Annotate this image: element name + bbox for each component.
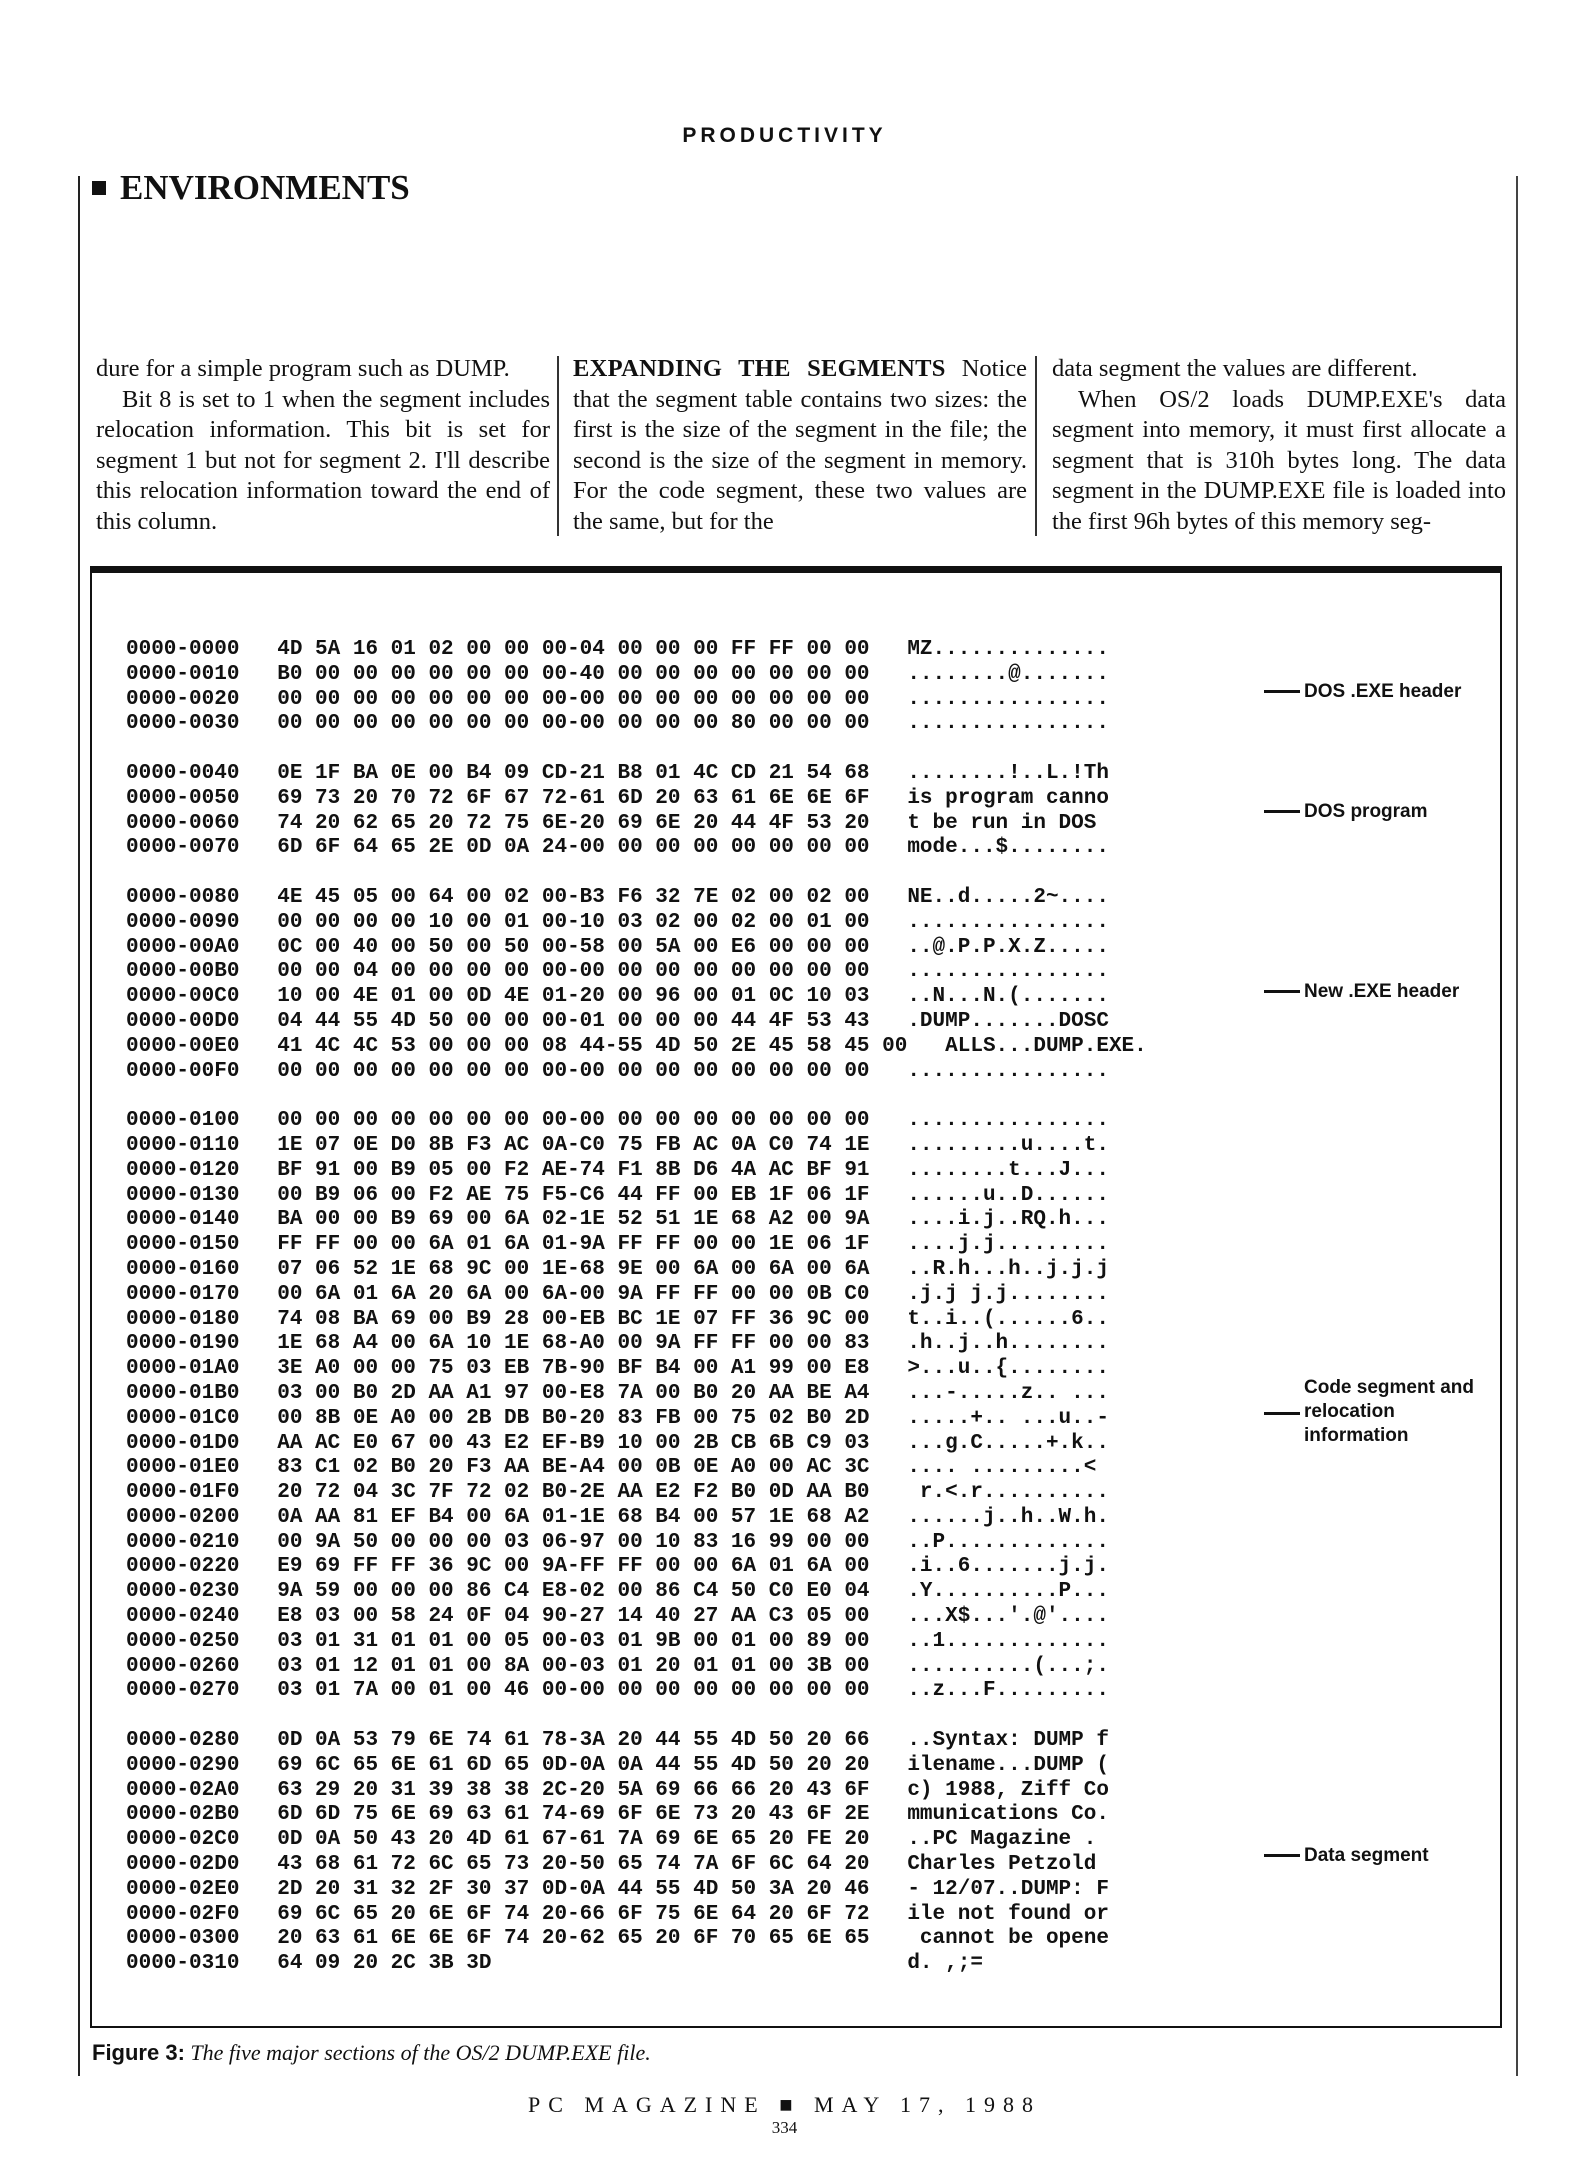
text-column-1 [96,354,550,537]
annotation-dos-program [1264,800,1428,824]
annotation-label: Code segment and relocation information [1304,1377,1474,1446]
right-margin-rule [1516,176,1518,2076]
section-title-text: ENVIRONMENTS [120,168,410,207]
leader-line [1264,1412,1300,1415]
leader-line [1264,990,1300,993]
subhead-expanding-segments: EXPANDING THE SEGMENTS [573,355,946,382]
caption-text: The five major sections of the OS/2 DUMP.EXE file. [190,2040,651,2065]
annotation-new-exe-header [1264,980,1459,1004]
paragraph: Bit 8 is set to 1 when the segment includes relocation information. This bit is set for segment 1 but not for segment 2. I'll describe this relocation information toward the end of this column. [96,385,550,535]
annotation-label: DOS program [1304,801,1428,822]
column-rule [557,356,559,536]
paragraph-body: Notice that the segment table contains two sizes: the first is the size of the segment in the file; the second is the size of the segment in memory. For the code segment, these two values are the same, but for the [573,355,1027,535]
running-head: PRODUCTIVITY [682,124,887,147]
paragraph: When OS/2 loads DUMP.EXE's data segment into memory, it must first allocate a segment that is 310h bytes long. The data segment in the DUMP.EXE file is loaded into the first 96h bytes of this memory seg- [1052,385,1506,535]
paragraph: dure for a simple program such as DUMP. [96,355,510,382]
figure-caption [92,2040,651,2066]
square-bullet-icon [92,181,106,195]
column-rule [1035,356,1037,536]
annotation-label: Data segment [1304,1845,1429,1866]
paragraph [573,354,1027,537]
caption-label: Figure 3: [92,2040,185,2065]
left-margin-rule [78,176,80,2076]
annotation-label: New .EXE header [1304,981,1460,1002]
annotation-data-segment [1264,1844,1429,1868]
page-number: 334 [771,2118,798,2137]
section-title [92,168,410,208]
annotation-dos-exe-header [1264,680,1461,704]
text-column-3 [1052,354,1506,537]
annotation-code-segment [1264,1376,1474,1448]
leader-line [1264,1854,1300,1857]
hex-dump-listing: 0000-0000 4D 5A 16 01 02 00 00 00-04 00 00 00 FF FF 00 00 MZ.............. 0000-0010 B0 00 00 00 00 00 00 00-40 00 00 00 00 00 00 00 ........@....... 0000-0020 00 00 00 00 00 00 00 00-00 00 00 00 00 00 00 00 ................ 0000-0030 00 00 00 00 00 00 00 00-00 00 00 00 80 00 00 00 ................ 0000-0040 0E 1F BA 0E 00 B4 09 CD-21 B8 01 4C CD 21 54 68 ........!..L.!Th 0000-0050 69 73 20 70 72 6F 67 72-61 6D 20 63 61 6E 6E 6F is program canno 0000-0060 74 20 62 65 20 72 75 6E-20 69 6E 20 44 4F 53 20 t be run in DOS 0000-0070 6D 6F 64 65 2E 0D 0A 24-00 00 00 00 00 00 00 00 mode...$........ 0000-0080 4E 45 05 00 64 00 02 00-B3 F6 32 7E 02 00 02 00 NE..d.....2~.... 0000-0090 00 00 00 00 10 00 01 00-10 03 02 00 02 00 01 00 ................ 0000-00A0 0C 00 40 00 50 00 50 00-58 00 5A 00 E6 00 00 00 ..@.P.P.X.Z..... 0000-00B0 00 00 04 00 00 00 00 00-00 00 00 00 00 00 00 00 ................ 0000-00C0 10 00 4E 01 00 0D 4E 01-20 00 96 00 01 0C 10 03 ..N...N.(....... 0000-00D0 04 44 55 4D 50 00 00 00-01 00 00 00 44 4F 53 43 .DUMP.......DOSC 0000-00E0 41 4C 4C 53 00 00 00 08 44-55 4D 50 2E 45 58 45 00 ALLS...DUMP.EXE. 0000-00F0 00 00 00 00 00 00 00 00-00 00 00 00 00 00 00 00 ................ 0000-0100 00 00 00 00 00 00 00 00-00 00 00 00 00 00 00 00 ................ 0000-0110 1E 07 0E D0 8B F3 AC 0A-C0 75 FB AC 0A C0 74 1E .........u....t. 0000-0120 BF 91 00 B9 05 00 F2 AE-74 F1 8B D6 4A AC BF 91 ........t...J... 0000-0130 00 B9 06 00 F2 AE 75 F5-C6 44 FF 00 EB 1F 06 1F ......u..D...... 0000-0140 BA 00 00 B9 69 00 6A 02-1E 52 51 1E 68 A2 00 9A ....i.j..RQ.h... 0000-0150 FF FF 00 00 6A 01 6A 01-9A FF FF 00 00 1E 06 1F ....j.j......... 0000-0160 07 06 52 1E 68 9C 00 1E-68 9E 00 6A 00 6A 00 6A ..R.h...h..j.j.j 0000-0170 00 6A 01 6A 20 6A 00 6A-00 9A FF FF 00 00 0B C0 .j.j j.j........ 0000-0180 74 08 BA 69 00 B9 28 00-EB BC 1E 07 FF 36 9C 00 t..i..(......6.. 0000-0190 1E 68 A4 00 6A 10 1E 68-A0 00 9A FF FF 00 00 83 .h..j..h........ 0000-01A0 3E A0 00 00 75 03 EB 7B-90 BF B4 00 A1 99 00 E8 >...u..{........ 0000-01B0 03 00 B0 2D AA A1 97 00-E8 7A 00 B0 20 AA BE A4 ...-.....z.. ... 0000-01C0 00 8B 0E A0 00 2B DB B0-20 83 FB 00 75 02 B0 2D .....+.. ...u..- 0000-01D0 AA AC E0 67 00 43 E2 EF-B9 10 00 2B CB 6B C9 03 ...g.C.....+.k.. 0000-01E0 83 C1 02 B0 20 F3 AA BE-A4 00 0B 0E A0 00 AC 3C .... .........< 0000-01F0 20 72 04 3C 7F 72 02 B0-2E AA E2 F2 B0 0D AA B0 r.<.r.......... 0000-0200 0A AA 81 EF B4 00 6A 01-1E 68 B4 00 57 1E 68 A2 ......j..h..W.h. 0000-0210 00 9A 50 00 00 00 03 06-97 00 10 83 16 99 00 00 ..P............. 0000-0220 E9 69 FF FF 36 9C 00 9A-FF FF 00 00 6A 01 6A 00 .i..6.......j.j. 0000-0230 9A 59 00 00 00 86 C4 E8-02 00 86 C4 50 C0 E0 04 .Y..........P... 0000-0240 E8 03 00 58 24 0F 04 90-27 14 40 27 AA C3 05 00 ...X$...'.@'.... 0000-0250 03 01 31 01 01 00 05 00-03 01 9B 00 01 00 89 00 ..1............. 0000-0260 03 01 12 01 01 00 8A 00-03 01 20 01 01 00 3B 00 ..........(...;. 0000-0270 03 01 7A 00 01 00 46 00-00 00 00 00 00 00 00 00 ..z...F......... 0000-0280 0D 0A 53 79 6E 74 61 78-3A 20 44 55 4D 50 20 66 ..Syntax: DUMP f 0000-0290 69 6C 65 6E 61 6D 65 0D-0A 0A 44 55 4D 50 20 20 ilename...DUMP ( 0000-02A0 63 29 20 31 39 38 38 2C-20 5A 69 66 66 20 43 6F c) 1988, Ziff Co 0000-02B0 6D 6D 75 6E 69 63 61 74-69 6F 6E 73 20 43 6F 2E mmunications Co. 0000-02C0 0D 0A 50 43 20 4D 61 67-61 7A 69 6E 65 20 FE 20 ..PC Magazine . 0000-02D0 43 68 61 72 6C 65 73 20-50 65 74 7A 6F 6C 64 20 Charles Petzold 0000-02E0 2D 20 31 32 2F 30 37 0D-0A 44 55 4D 50 3A 20 46 - 12/07..DUMP: F 0000-02F0 69 6C 65 20 6E 6F 74 20-66 6F 75 6E 64 20 6F 72 ile not found or 0000-0300 20 63 61 6E 6E 6F 74 20-62 65 20 6F 70 65 6E 65 cannot be opene 0000-0310 64 09 20 2C 3B 3D d. ,;= [126,638,1147,1976]
text-column-2 [573,354,1027,537]
paragraph: data segment the values are different. [1052,355,1418,382]
magazine-footer: PC MAGAZINE ■ MAY 17, 1988 [527,2092,1041,2117]
leader-line [1264,810,1300,813]
annotation-label: DOS .EXE header [1304,681,1462,702]
leader-line [1264,690,1300,693]
